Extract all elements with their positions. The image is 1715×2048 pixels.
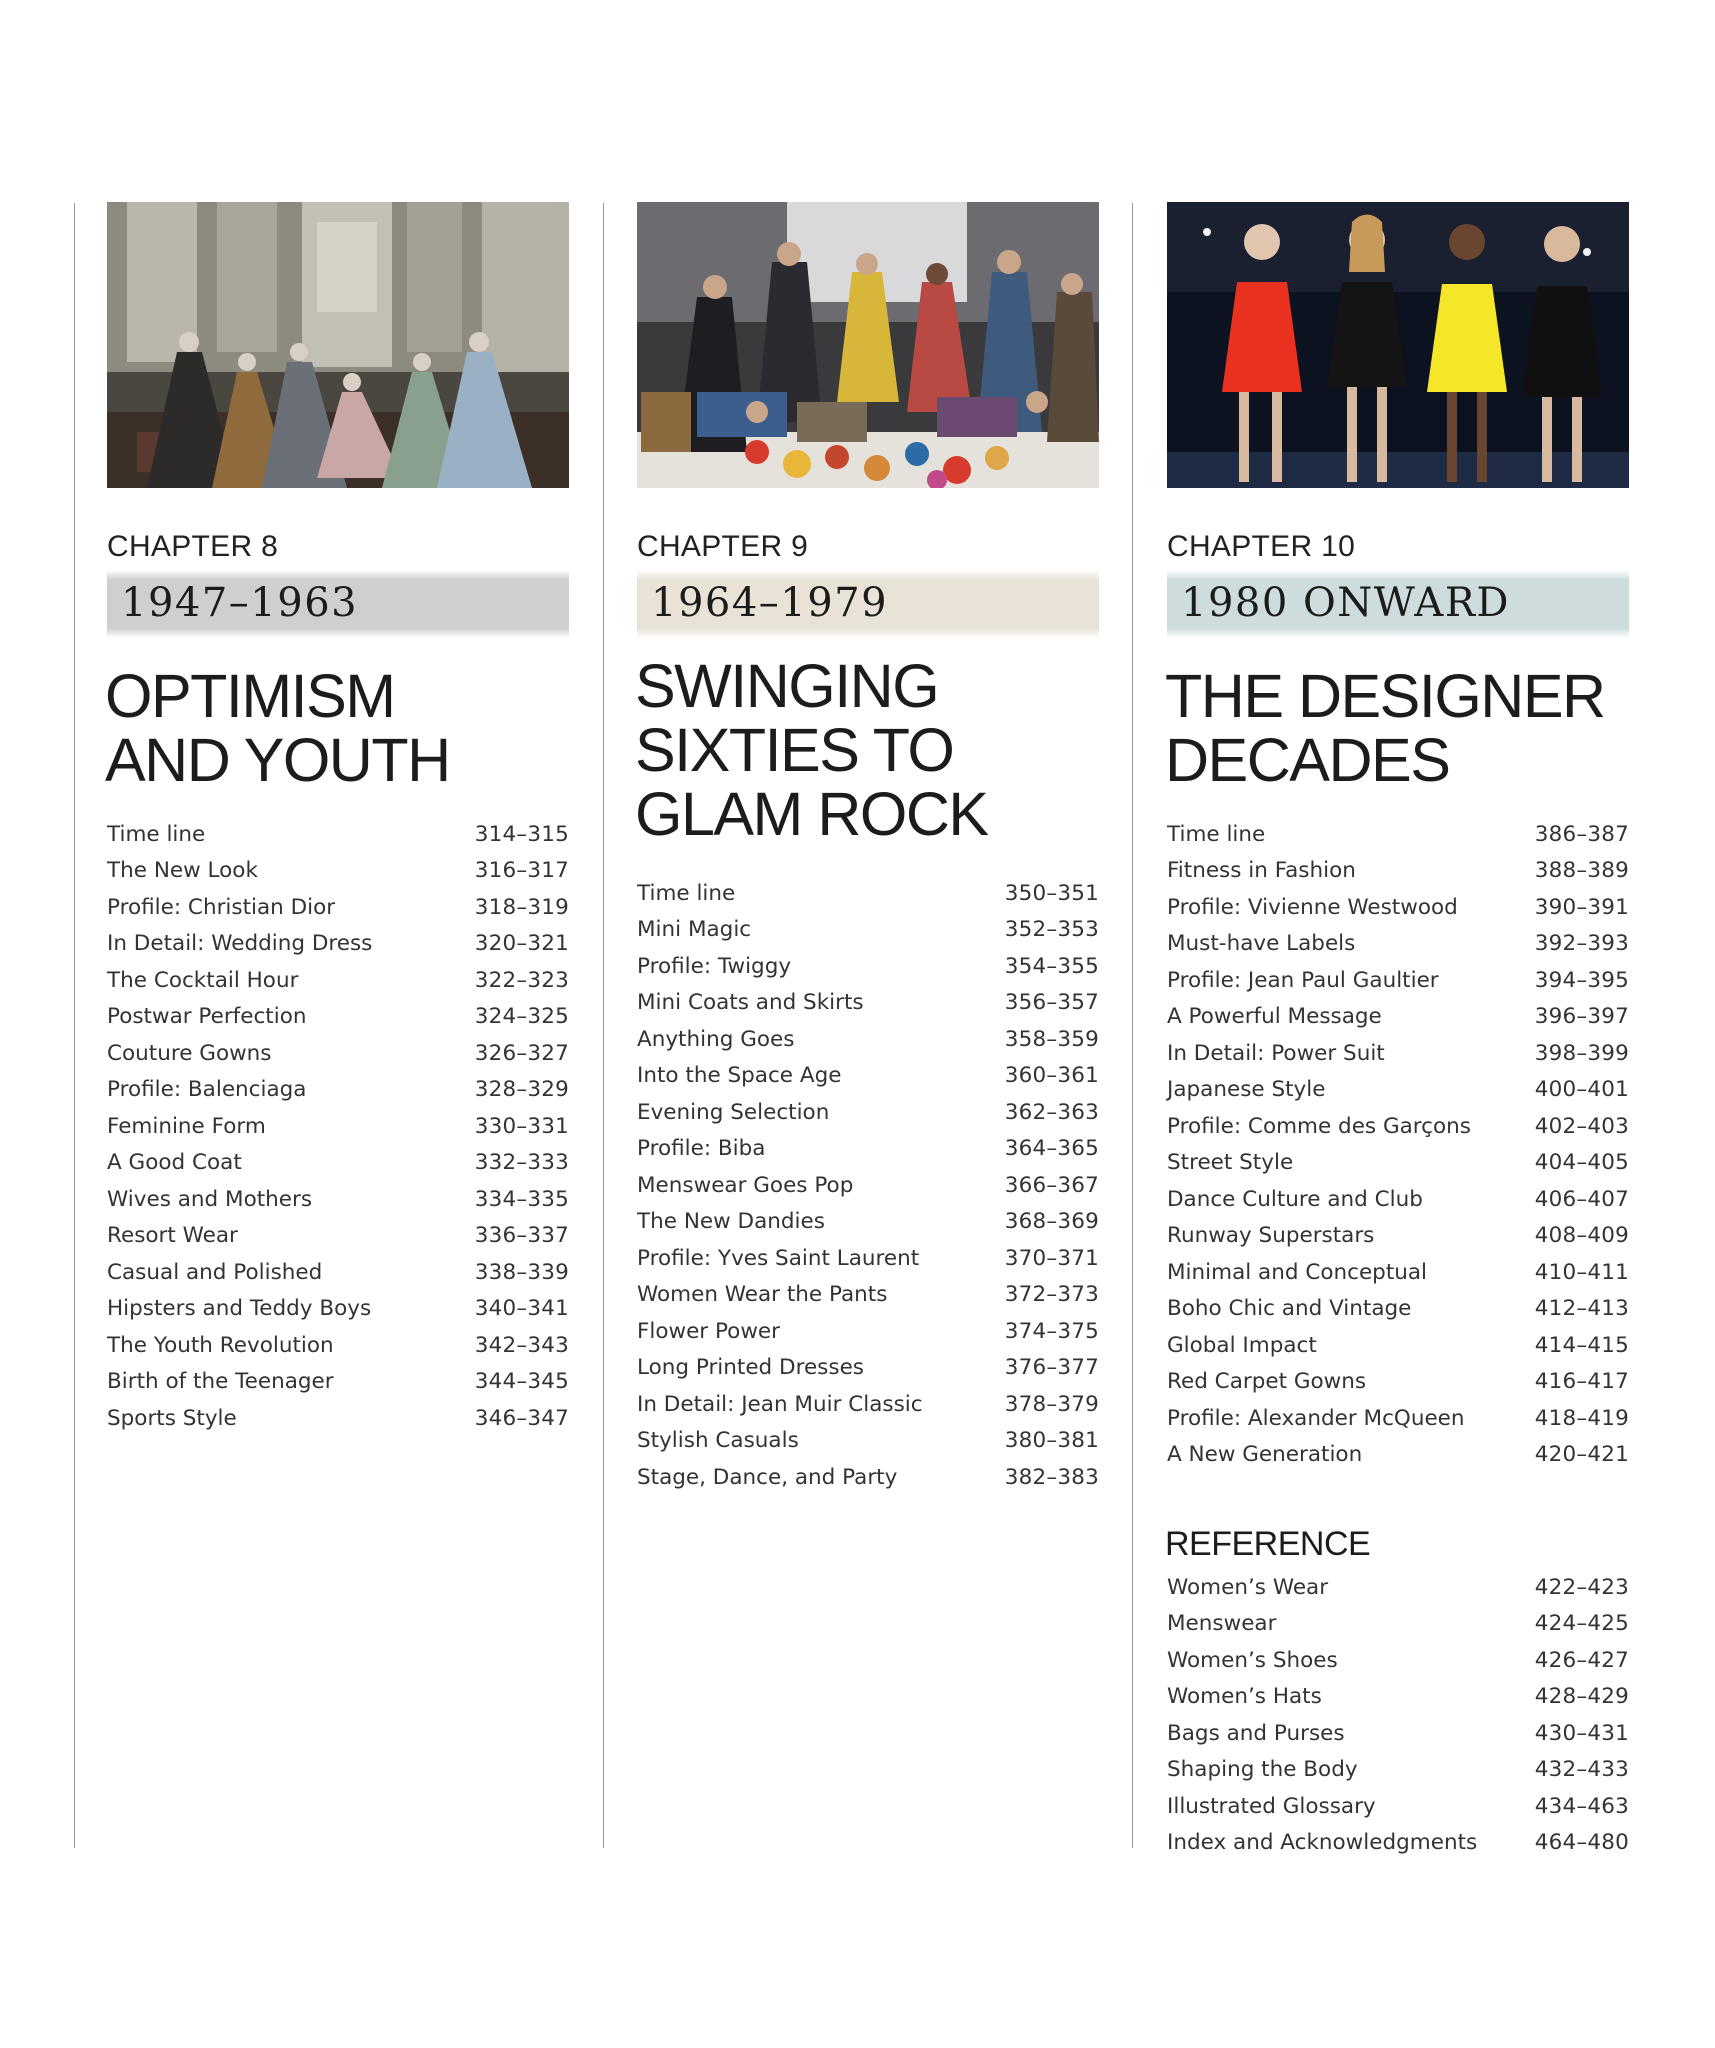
entry-title: Red Carpet Gowns xyxy=(1167,1369,1367,1395)
entry-title: Profile: Biba xyxy=(637,1136,766,1162)
toc-entry[interactable] xyxy=(1167,1825,1629,1862)
reference-entries xyxy=(1167,1569,1629,1861)
entry-title: Time line xyxy=(107,821,206,847)
entry-title: Menswear xyxy=(1167,1611,1277,1637)
toc-entry[interactable] xyxy=(637,1240,1099,1277)
entry-title: A Good Coat xyxy=(107,1150,242,1176)
entry-title: Minimal and Conceptual xyxy=(1167,1259,1428,1285)
column-divider xyxy=(74,203,75,1848)
entry-pages: 464–480 xyxy=(1534,1830,1629,1856)
era-label: 1980 ONWARD xyxy=(1181,580,1510,626)
era-band xyxy=(637,570,1099,638)
entry-title: Dance Culture and Club xyxy=(1167,1186,1423,1212)
entry-pages: 412–413 xyxy=(1534,1296,1629,1322)
entry-title: Profile: Balenciaga xyxy=(107,1077,307,1103)
toc-entry[interactable] xyxy=(1167,1181,1629,1218)
entry-pages: 432–433 xyxy=(1534,1757,1629,1783)
entry-title: Feminine Form xyxy=(107,1113,266,1139)
toc-entry[interactable] xyxy=(1167,816,1629,853)
toc-entry[interactable] xyxy=(1167,1218,1629,1255)
toc-entry[interactable] xyxy=(107,1108,569,1145)
entry-pages: 316–317 xyxy=(474,858,569,884)
toc-entry[interactable] xyxy=(1167,1715,1629,1752)
chapter-10-photo xyxy=(1167,202,1629,488)
entry-pages: 392–393 xyxy=(1534,931,1629,957)
entry-pages: 366–367 xyxy=(1004,1172,1099,1198)
entry-title: Couture Gowns xyxy=(107,1040,272,1066)
entry-pages: 414–415 xyxy=(1534,1332,1629,1358)
entry-title: Profile: Christian Dior xyxy=(107,894,336,920)
era-label: 1964–1979 xyxy=(651,580,889,626)
entry-title: Shaping the Body xyxy=(1167,1757,1358,1783)
toc-entry[interactable] xyxy=(107,1181,569,1218)
entry-title: Casual and Polished xyxy=(107,1259,323,1285)
entry-pages: 344–345 xyxy=(474,1369,569,1395)
entry-title: Mini Coats and Skirts xyxy=(637,990,864,1016)
entry-pages: 350–351 xyxy=(1004,880,1099,906)
entry-title: Anything Goes xyxy=(637,1026,795,1052)
entry-title: Flower Power xyxy=(637,1318,780,1344)
toc-entry[interactable] xyxy=(107,1364,569,1401)
entry-title: Evening Selection xyxy=(637,1099,830,1125)
toc-entry[interactable] xyxy=(1167,1035,1629,1072)
entry-title: Resort Wear xyxy=(107,1223,238,1249)
entry-pages: 364–365 xyxy=(1004,1136,1099,1162)
entry-pages: 356–357 xyxy=(1004,990,1099,1016)
toc-entry[interactable] xyxy=(107,1218,569,1255)
entry-pages: 424–425 xyxy=(1534,1611,1629,1637)
entry-title: Profile: Alexander McQueen xyxy=(1167,1405,1465,1431)
toc-entry[interactable] xyxy=(107,853,569,890)
chapter-9-column xyxy=(635,202,1099,1490)
entry-pages: 318–319 xyxy=(474,894,569,920)
toc-entry[interactable] xyxy=(1167,1400,1629,1437)
entry-title: Mini Magic xyxy=(637,917,752,943)
toc-entry[interactable] xyxy=(1167,1752,1629,1789)
chapter-title: SWINGING SIXTIES TO GLAM ROCK xyxy=(635,652,988,848)
entry-pages: 346–347 xyxy=(474,1405,569,1431)
entry-title: Time line xyxy=(1167,821,1266,847)
entry-pages: 416–417 xyxy=(1534,1369,1629,1395)
toc-entry[interactable] xyxy=(1167,1072,1629,1109)
entry-pages: 378–379 xyxy=(1004,1391,1099,1417)
entry-title: Illustrated Glossary xyxy=(1167,1793,1376,1819)
entry-pages: 388–389 xyxy=(1534,858,1629,884)
entry-title: A Powerful Message xyxy=(1167,1004,1382,1030)
entry-pages: 428–429 xyxy=(1534,1684,1629,1710)
toc-entry[interactable] xyxy=(1167,999,1629,1036)
entry-pages: 390–391 xyxy=(1534,894,1629,920)
entry-title: In Detail: Wedding Dress xyxy=(107,931,373,957)
toc-entry[interactable] xyxy=(107,999,569,1036)
entry-pages: 410–411 xyxy=(1534,1259,1629,1285)
entry-pages: 434–463 xyxy=(1534,1793,1629,1819)
entry-title: Bags and Purses xyxy=(1167,1720,1345,1746)
entry-pages: 398–399 xyxy=(1534,1040,1629,1066)
entry-title: Boho Chic and Vintage xyxy=(1167,1296,1412,1322)
toc-entry[interactable] xyxy=(107,889,569,926)
toc-entry[interactable] xyxy=(1167,1108,1629,1145)
chapter-9-photo xyxy=(637,202,1099,488)
chapter-9-entries xyxy=(637,875,1099,1496)
toc-entry[interactable] xyxy=(637,1459,1099,1496)
toc-entry[interactable] xyxy=(1167,853,1629,890)
column-divider xyxy=(603,203,604,1848)
toc-entry[interactable] xyxy=(637,1313,1099,1350)
column-divider xyxy=(1132,203,1133,1848)
entry-pages: 426–427 xyxy=(1534,1647,1629,1673)
entry-title: Index and Acknowledgments xyxy=(1167,1830,1478,1856)
toc-entry[interactable] xyxy=(107,926,569,963)
entry-title: Profile: Comme des Garçons xyxy=(1167,1113,1471,1139)
chapter-number: CHAPTER 9 xyxy=(637,530,809,563)
toc-entry[interactable] xyxy=(107,816,569,853)
entry-title: Women’s Wear xyxy=(1167,1574,1329,1600)
entry-title: The Cocktail Hour xyxy=(107,967,299,993)
entry-title: Profile: Vivienne Westwood xyxy=(1167,894,1458,920)
toc-entry[interactable] xyxy=(637,1386,1099,1423)
chapter-title: OPTIMISM AND YOUTH xyxy=(105,662,450,794)
toc-entry[interactable] xyxy=(107,1254,569,1291)
toc-entry[interactable] xyxy=(1167,1291,1629,1328)
entry-pages: 342–343 xyxy=(474,1332,569,1358)
toc-entry[interactable] xyxy=(1167,962,1629,999)
toc-entry[interactable] xyxy=(1167,1679,1629,1716)
entry-title: Fitness in Fashion xyxy=(1167,858,1356,884)
entry-pages: 376–377 xyxy=(1004,1355,1099,1381)
entry-pages: 372–373 xyxy=(1004,1282,1099,1308)
toc-entry[interactable] xyxy=(107,1400,569,1437)
toc-entry[interactable] xyxy=(1167,1642,1629,1679)
entry-pages: 422–423 xyxy=(1534,1574,1629,1600)
toc-entry[interactable] xyxy=(637,1423,1099,1460)
entry-pages: 362–363 xyxy=(1004,1099,1099,1125)
entry-title: Time line xyxy=(637,880,736,906)
entry-pages: 380–381 xyxy=(1004,1428,1099,1454)
toc-entry[interactable] xyxy=(1167,1788,1629,1825)
entry-pages: 360–361 xyxy=(1004,1063,1099,1089)
toc-entry[interactable] xyxy=(637,1167,1099,1204)
toc-entry[interactable] xyxy=(107,1291,569,1328)
entry-title: Hipsters and Teddy Boys xyxy=(107,1296,372,1322)
entry-pages: 326–327 xyxy=(474,1040,569,1066)
entry-pages: 430–431 xyxy=(1534,1720,1629,1746)
entry-title: Menswear Goes Pop xyxy=(637,1172,854,1198)
toc-entry[interactable] xyxy=(1167,1364,1629,1401)
toc-entry[interactable] xyxy=(637,1277,1099,1314)
entry-title: The New Dandies xyxy=(637,1209,825,1235)
toc-entry[interactable] xyxy=(107,1035,569,1072)
entry-title: The Youth Revolution xyxy=(107,1332,334,1358)
entry-title: In Detail: Power Suit xyxy=(1167,1040,1385,1066)
entry-pages: 340–341 xyxy=(474,1296,569,1322)
toc-entry[interactable] xyxy=(637,1204,1099,1241)
entry-title: Stage, Dance, and Party xyxy=(637,1464,898,1490)
entry-pages: 368–369 xyxy=(1004,1209,1099,1235)
entry-title: Japanese Style xyxy=(1167,1077,1326,1103)
entry-title: Sports Style xyxy=(107,1405,237,1431)
entry-title: Long Printed Dresses xyxy=(637,1355,865,1381)
toc-entry[interactable] xyxy=(1167,1606,1629,1643)
entry-pages: 418–419 xyxy=(1534,1405,1629,1431)
toc-entry[interactable] xyxy=(637,1058,1099,1095)
entry-pages: 400–401 xyxy=(1534,1077,1629,1103)
era-band xyxy=(1167,570,1629,638)
toc-entry[interactable] xyxy=(637,1131,1099,1168)
entry-pages: 332–333 xyxy=(474,1150,569,1176)
toc-entry[interactable] xyxy=(1167,926,1629,963)
toc-entry[interactable] xyxy=(1167,889,1629,926)
chapter-8-column xyxy=(105,202,569,1431)
toc-entry[interactable] xyxy=(637,1021,1099,1058)
entry-title: Women’s Shoes xyxy=(1167,1647,1338,1673)
entry-title: Women’s Hats xyxy=(1167,1684,1322,1710)
entry-pages: 334–335 xyxy=(474,1186,569,1212)
entry-pages: 358–359 xyxy=(1004,1026,1099,1052)
entry-pages: 408–409 xyxy=(1534,1223,1629,1249)
entry-pages: 324–325 xyxy=(474,1004,569,1030)
toc-entry[interactable] xyxy=(1167,1437,1629,1474)
entry-pages: 406–407 xyxy=(1534,1186,1629,1212)
toc-entry[interactable] xyxy=(1167,1569,1629,1606)
entry-title: Must-have Labels xyxy=(1167,931,1356,957)
toc-entry[interactable] xyxy=(1167,1145,1629,1182)
toc-entry[interactable] xyxy=(107,1072,569,1109)
entry-title: The New Look xyxy=(107,858,258,884)
entry-title: Street Style xyxy=(1167,1150,1294,1176)
entry-pages: 320–321 xyxy=(474,931,569,957)
entry-title: Profile: Jean Paul Gaultier xyxy=(1167,967,1439,993)
entry-pages: 404–405 xyxy=(1534,1150,1629,1176)
entry-pages: 314–315 xyxy=(474,821,569,847)
entry-title: Into the Space Age xyxy=(637,1063,842,1089)
entry-pages: 370–371 xyxy=(1004,1245,1099,1271)
entry-title: Wives and Mothers xyxy=(107,1186,313,1212)
entry-title: Profile: Twiggy xyxy=(637,953,792,979)
entry-pages: 328–329 xyxy=(474,1077,569,1103)
reference-heading: REFERENCE xyxy=(1165,1525,1371,1563)
toc-entry[interactable] xyxy=(637,985,1099,1022)
entry-pages: 354–355 xyxy=(1004,953,1099,979)
toc-entry[interactable] xyxy=(107,1145,569,1182)
era-band xyxy=(107,570,569,638)
chapter-number: CHAPTER 10 xyxy=(1167,530,1356,563)
toc-entry[interactable] xyxy=(637,912,1099,949)
chapter-title: THE DESIGNER DECADES xyxy=(1165,662,1605,794)
entry-title: Profile: Yves Saint Laurent xyxy=(637,1245,920,1271)
chapter-8-entries xyxy=(107,816,569,1437)
entry-pages: 396–397 xyxy=(1534,1004,1629,1030)
era-label: 1947–1963 xyxy=(121,580,359,626)
entry-title: Runway Superstars xyxy=(1167,1223,1375,1249)
toc-entry[interactable] xyxy=(1167,1327,1629,1364)
entry-pages: 322–323 xyxy=(474,967,569,993)
toc-entry[interactable] xyxy=(107,962,569,999)
entry-title: Birth of the Teenager xyxy=(107,1369,334,1395)
entry-pages: 420–421 xyxy=(1534,1442,1629,1468)
entry-pages: 352–353 xyxy=(1004,917,1099,943)
entry-pages: 394–395 xyxy=(1534,967,1629,993)
toc-entry[interactable] xyxy=(107,1327,569,1364)
entry-title: Women Wear the Pants xyxy=(637,1282,888,1308)
toc-entry[interactable] xyxy=(637,948,1099,985)
entry-pages: 402–403 xyxy=(1534,1113,1629,1139)
entry-pages: 374–375 xyxy=(1004,1318,1099,1344)
entry-title: Stylish Casuals xyxy=(637,1428,799,1454)
chapter-10-column xyxy=(1165,202,1629,1856)
toc-entry[interactable] xyxy=(1167,1254,1629,1291)
entry-title: Global Impact xyxy=(1167,1332,1317,1358)
toc-entry[interactable] xyxy=(637,1094,1099,1131)
chapter-number: CHAPTER 8 xyxy=(107,530,279,563)
entry-title: Postwar Perfection xyxy=(107,1004,307,1030)
entry-pages: 382–383 xyxy=(1004,1464,1099,1490)
chapter-8-photo xyxy=(107,202,569,488)
entry-pages: 386–387 xyxy=(1534,821,1629,847)
entry-pages: 338–339 xyxy=(474,1259,569,1285)
toc-entry[interactable] xyxy=(637,1350,1099,1387)
entry-title: A New Generation xyxy=(1167,1442,1363,1468)
entry-pages: 330–331 xyxy=(474,1113,569,1139)
chapter-10-entries xyxy=(1167,816,1629,1473)
toc-entry[interactable] xyxy=(637,875,1099,912)
entry-pages: 336–337 xyxy=(474,1223,569,1249)
entry-title: In Detail: Jean Muir Classic xyxy=(637,1391,923,1417)
